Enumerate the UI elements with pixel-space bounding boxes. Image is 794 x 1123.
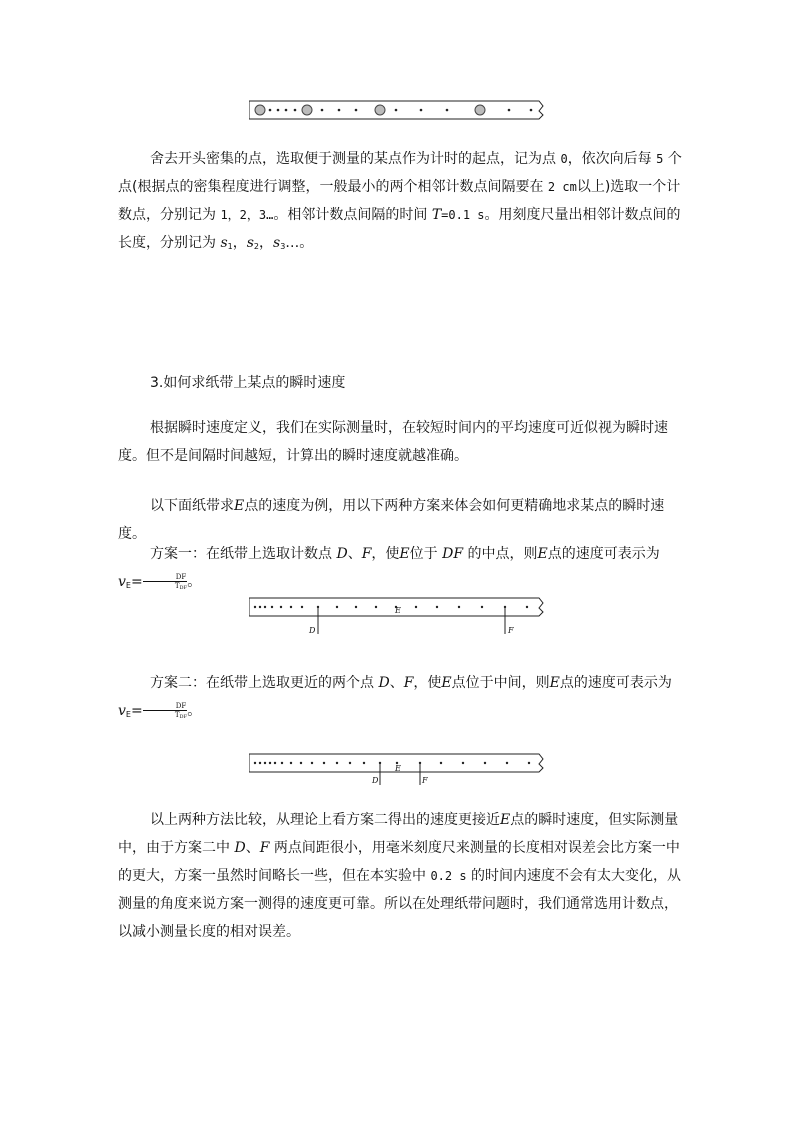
text: ，使 bbox=[413, 675, 442, 691]
text: 舍去开头密集的点，选取便于测量的某点作为计时的起点，记为点 bbox=[150, 151, 561, 167]
tape-dot bbox=[526, 606, 528, 608]
symbol-E: E bbox=[549, 675, 560, 691]
text: T bbox=[174, 710, 180, 719]
text: 、 bbox=[347, 546, 362, 562]
tape-dot bbox=[274, 762, 276, 764]
tape-dot bbox=[259, 762, 261, 764]
tape-dot bbox=[446, 109, 449, 112]
text: ，依次向后每 bbox=[567, 151, 657, 167]
text: 。用刻度尺量出相邻计数点间的长度，分别记为 bbox=[118, 207, 681, 251]
tape-dot bbox=[254, 762, 256, 764]
section-heading: 3.如何求纸带上某点的瞬时速度 bbox=[150, 375, 346, 391]
tape-dot bbox=[294, 109, 297, 112]
fraction-denominator bbox=[143, 582, 187, 592]
text: 2 cm bbox=[547, 180, 577, 194]
tape-dot bbox=[462, 762, 464, 764]
tape-dot bbox=[506, 762, 508, 764]
text: ， bbox=[259, 235, 274, 251]
text: 点的速度可表示为 bbox=[559, 675, 672, 691]
tape-dot bbox=[363, 762, 365, 764]
tape-dot bbox=[484, 762, 486, 764]
tape-dot bbox=[271, 606, 273, 608]
tape-dot bbox=[528, 762, 530, 764]
symbol-D: D bbox=[336, 546, 348, 562]
text: …。 bbox=[285, 235, 314, 251]
counting-point-circle bbox=[255, 105, 265, 115]
text: 点的瞬时速度，但实际测量中，由于方案二中 bbox=[118, 812, 679, 856]
counting-point-circle bbox=[375, 105, 385, 115]
symbol-E: E bbox=[234, 498, 245, 514]
fraction-numerator: DF bbox=[143, 573, 187, 582]
tape-dot bbox=[336, 606, 338, 608]
tape-dot bbox=[285, 109, 288, 112]
symbol-s: s bbox=[246, 235, 254, 251]
text: 0.2 s bbox=[430, 869, 467, 883]
counting-point-circle bbox=[302, 105, 312, 115]
tape-label-F: F bbox=[422, 776, 428, 785]
symbol-F: F bbox=[259, 840, 270, 856]
counting-point-circle bbox=[475, 105, 485, 115]
fraction-numerator: DF bbox=[143, 702, 187, 711]
tape-dot bbox=[264, 606, 266, 608]
text: 。 bbox=[187, 574, 202, 590]
symbol-F: F bbox=[361, 546, 372, 562]
text: ， bbox=[232, 235, 247, 251]
symbol-E: E bbox=[500, 812, 511, 828]
tape-dot bbox=[259, 606, 261, 608]
subscript: DF bbox=[179, 713, 188, 720]
tape-dot bbox=[440, 762, 442, 764]
text: 1，2，3… bbox=[220, 208, 274, 222]
symbol-s: s bbox=[273, 235, 281, 251]
tape-dot bbox=[349, 762, 351, 764]
text: 5 bbox=[656, 152, 664, 166]
text: 的中点，则 bbox=[463, 546, 538, 562]
tape-dot bbox=[338, 109, 341, 112]
text: 方案二：在纸带上选取更近的两个点 bbox=[150, 675, 379, 691]
text: = bbox=[130, 574, 143, 590]
paper-tape-scheme-two bbox=[249, 752, 545, 788]
tape-label-E: E bbox=[395, 606, 401, 615]
symbol-DF: DF bbox=[442, 546, 464, 562]
paragraph-scheme-one bbox=[118, 540, 684, 600]
paper-tape-counting-points bbox=[249, 99, 545, 121]
symbol-E: E bbox=[441, 675, 452, 691]
velocity-fraction bbox=[143, 573, 187, 592]
text: 方案一：在纸带上选取计数点 bbox=[150, 546, 337, 562]
tape-dot bbox=[481, 606, 483, 608]
tape-dot bbox=[395, 109, 398, 112]
tape-dot bbox=[301, 606, 303, 608]
tape-dot bbox=[321, 109, 324, 112]
tape-dot bbox=[336, 762, 338, 764]
text: 以上)选取一个计数点，分别记为 bbox=[118, 179, 681, 223]
subscript: E bbox=[125, 710, 131, 719]
paragraph-scheme-two bbox=[118, 669, 684, 729]
tape-dot bbox=[269, 762, 271, 764]
tape-dot bbox=[436, 606, 438, 608]
text: 、 bbox=[389, 675, 404, 691]
tape-dot bbox=[290, 762, 292, 764]
text: 的时间内速度不会有太大变化，从测量的角度来说方案一测得的速度更可靠。所以在处理纸带问题时，我们通常选用计数点，以减小测量长度的相对误差。 bbox=[118, 868, 682, 940]
text: 个点(根据点的密集程度进行调整，一般最小的两个相邻计数点间隔要在 bbox=[118, 151, 682, 195]
text: 0 bbox=[560, 152, 568, 166]
text: T bbox=[174, 581, 180, 590]
tape-dot bbox=[269, 109, 272, 112]
tape-dot bbox=[281, 762, 283, 764]
symbol-v: v bbox=[118, 703, 126, 719]
tape-dot bbox=[508, 109, 511, 112]
subscript: 1 bbox=[227, 242, 233, 251]
symbol-D: D bbox=[234, 840, 246, 856]
velocity-fraction bbox=[143, 702, 187, 721]
tape-label-E: E bbox=[395, 764, 401, 773]
text: 点的速度可表示为 bbox=[547, 546, 660, 562]
symbol-T: T bbox=[431, 207, 442, 223]
text: 以下面纸带求 bbox=[150, 498, 234, 514]
symbol-v: v bbox=[118, 574, 126, 590]
tape-dot bbox=[300, 762, 302, 764]
paper-tape-scheme-one bbox=[249, 596, 545, 640]
tape-dot bbox=[530, 109, 533, 112]
text: 、 bbox=[245, 840, 260, 856]
tape-dot bbox=[458, 606, 460, 608]
symbol-E: E bbox=[537, 546, 548, 562]
subscript: 2 bbox=[253, 242, 260, 251]
tape-dot bbox=[254, 606, 256, 608]
subscript: 3 bbox=[280, 242, 286, 251]
symbol-s: s bbox=[220, 235, 228, 251]
text: 位于 bbox=[409, 546, 443, 562]
subscript: DF bbox=[179, 584, 188, 591]
symbol-F: F bbox=[403, 675, 414, 691]
symbol-D: D bbox=[378, 675, 390, 691]
tape-dot bbox=[277, 109, 280, 112]
text: =0.1 s bbox=[441, 208, 485, 222]
tape-dot bbox=[290, 606, 292, 608]
text: 点的速度为例，用以下两种方案来体会如何更精确地求某点的瞬时速度。 bbox=[118, 498, 665, 542]
text: 。 bbox=[187, 703, 202, 719]
tape-dot bbox=[323, 762, 325, 764]
paragraph-definition: 根据瞬时速度定义，我们在实际测量时，在较短时间内的平均速度可近似视为瞬时速度。但不是间隔时间越短，计算出的瞬时速度就越准确。 bbox=[118, 420, 668, 464]
text: 两点间距很小，用毫米刻度尺来测量的长度相对误差会比方案一中的更大，方案一虽然时间略长一些，但在本实验中 bbox=[118, 840, 680, 884]
text: = bbox=[130, 703, 143, 719]
tape-label-F: F bbox=[508, 626, 514, 635]
paragraph-counting-points bbox=[118, 145, 684, 261]
symbol-E: E bbox=[399, 546, 410, 562]
tape-dot bbox=[375, 606, 377, 608]
text: 。相邻计数点间隔的时间 bbox=[273, 207, 432, 223]
tape-dot bbox=[420, 109, 423, 112]
paragraph-comparison bbox=[118, 806, 684, 946]
tape-dot bbox=[415, 606, 417, 608]
tape-label-D: D bbox=[309, 626, 316, 635]
tape-dot bbox=[355, 606, 357, 608]
tape-dot bbox=[264, 762, 266, 764]
tape-label-D: D bbox=[372, 776, 379, 785]
subscript: E bbox=[125, 581, 131, 590]
tape-dot bbox=[311, 762, 313, 764]
tape-dot bbox=[280, 606, 282, 608]
text: 以上两种方法比较，从理论上看方案二得出的速度更接近 bbox=[150, 812, 500, 828]
tape-dot bbox=[355, 109, 358, 112]
fraction-denominator bbox=[143, 711, 187, 721]
text: ，使 bbox=[371, 546, 400, 562]
text: 点位于中间，则 bbox=[451, 675, 550, 691]
